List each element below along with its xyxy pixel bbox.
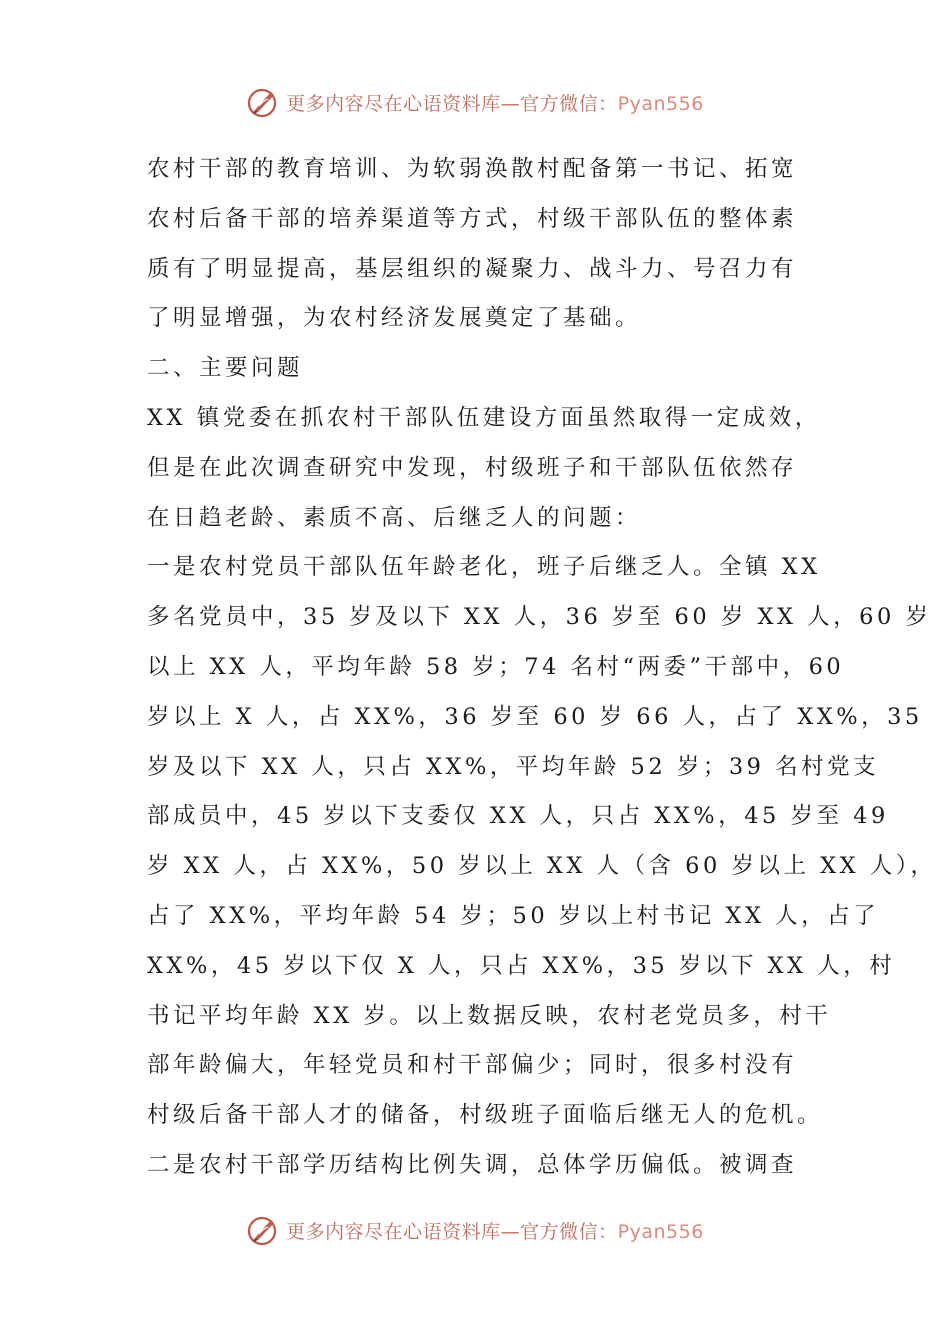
section-heading: 二、主要问题 [147, 355, 304, 382]
text-line: 多名党员中，35 岁及以下 XX 人，36 岁至 60 岁 XX 人，60 岁 [147, 604, 932, 631]
text-line: 岁 XX 人，占 XX%，50 岁以上 XX 人（含 60 岁以上 XX 人）， [147, 853, 937, 880]
text-line: 村级后备干部人才的储备，村级班子面临后继无人的危机。 [147, 1102, 824, 1129]
text-line: 以上 XX 人，平均年龄 58 岁；74 名村“两委”干部中，60 [147, 653, 845, 680]
text-line: 但是在此次调查研究中发现，村级班子和干部队伍依然存 [147, 454, 798, 481]
text-line: 质有了明显提高，基层组织的凝聚力、战斗力、号召力有 [147, 255, 798, 282]
text-line: 部年龄偏大，年轻党员和村干部偏少；同时，很多村没有 [147, 1052, 798, 1079]
pen-circle-icon [246, 1213, 280, 1247]
text-line: 了明显增强，为农村经济发展奠定了基础。 [147, 305, 642, 332]
text-line: 岁及以下 XX 人，只占 XX%，平均年龄 52 岁；39 名村党支 [147, 753, 880, 780]
watermark-text: 更多内容尽在心语资料库—官方微信：Pyan556 [286, 92, 704, 115]
text-line: 农村后备干部的培养渠道等方式，村级干部队伍的整体素 [147, 205, 798, 232]
text-line: 农村干部的教育培训、为软弱涣散村配备第一书记、拓宽 [147, 156, 798, 182]
watermark-text: 更多内容尽在心语资料库—官方微信：Pyan556 [286, 1220, 704, 1243]
pen-circle-icon [246, 85, 280, 119]
text-line: 占了 XX%，平均年龄 54 岁；50 岁以上村书记 XX 人，占了 [147, 902, 880, 929]
text-line: 在日趋老龄、素质不高、后继乏人的问题： [147, 504, 642, 531]
header-watermark [0, 82, 950, 122]
text-line: 部成员中，45 岁以下支委仅 XX 人，只占 XX%，45 岁至 49 [147, 803, 889, 830]
text-line: 二是农村干部学历结构比例失调，总体学历偏低。被调查 [147, 1151, 798, 1178]
document-body [147, 145, 937, 1191]
text-line: XX%，45 岁以下仅 X 人，只占 XX%，35 岁以下 XX 人，村 [147, 952, 896, 979]
text-line: 书记平均年龄 XX 岁。以上数据反映，农村老党员多，村干 [147, 1002, 832, 1029]
footer-watermark [0, 1210, 950, 1250]
text-line: XX 镇党委在抓农村干部队伍建设方面虽然取得一定成效， [147, 404, 821, 431]
text-line: 一是农村党员干部队伍年龄老化，班子后继乏人。全镇 XX [147, 554, 821, 581]
text-line: 岁以上 X 人，占 XX%，36 岁至 60 岁 66 人，占了 XX%，35 [147, 703, 923, 730]
